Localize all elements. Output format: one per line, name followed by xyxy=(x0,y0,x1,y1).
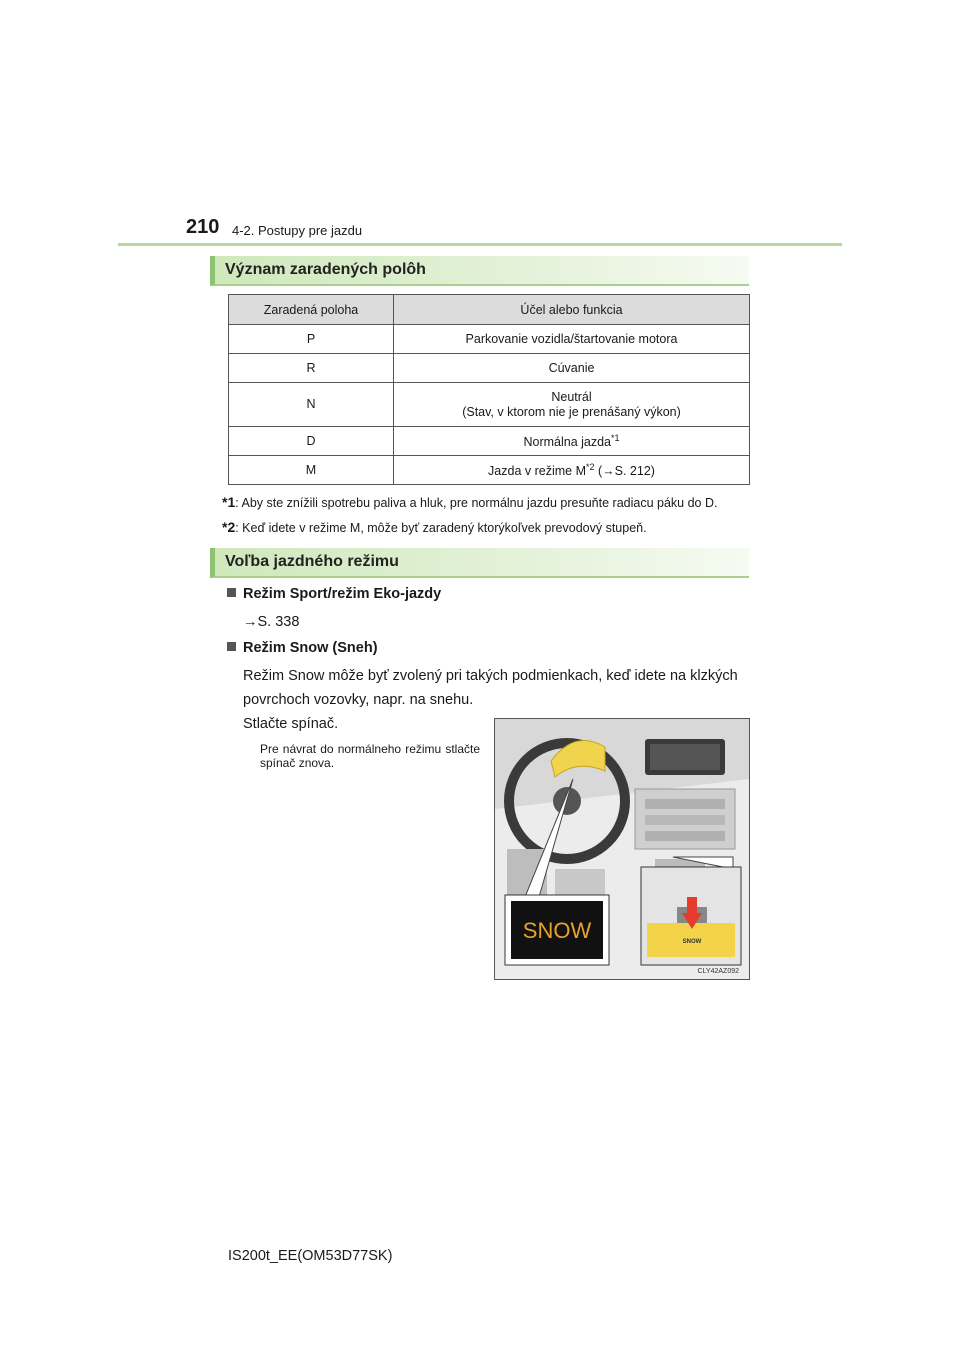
snow-button-label: SNOW xyxy=(682,939,702,945)
square-bullet-icon xyxy=(227,642,236,651)
section-header-driving-mode xyxy=(210,548,749,578)
footnote-2 xyxy=(222,519,647,535)
instruction-text: Stlačte spínač. xyxy=(243,716,339,732)
footnote-mark: *2 xyxy=(586,461,595,472)
function-cell xyxy=(394,456,750,485)
cockpit-illustration xyxy=(495,719,749,979)
function-line: (Stav, v ktorom nie je prenášaný výkon) xyxy=(462,404,681,419)
section-title: Význam zaradených polôh xyxy=(225,261,426,278)
footnote-mark: *1 xyxy=(222,494,236,510)
function-text: Normálna jazda xyxy=(523,435,612,450)
chapter-title: 4-2. Postupy pre jazdu xyxy=(232,223,363,238)
figure-code: CLY42AZ092 xyxy=(697,968,739,975)
subheading-sport-eco: Režim Sport/režim Eko-jazdy xyxy=(227,586,441,602)
function-text: Jazda v režime M xyxy=(488,464,586,479)
table-header-row xyxy=(229,295,750,325)
function-cell: Cúvanie xyxy=(394,354,750,383)
table-row xyxy=(229,325,750,354)
table-row xyxy=(229,427,750,456)
function-line: Neutrál xyxy=(551,389,592,404)
position-cell: N xyxy=(229,383,394,427)
position-cell: M xyxy=(229,456,394,485)
column-header-position: Zaradená poloha xyxy=(229,295,394,325)
snow-description: Režim Snow môže byť zvolený pri takých podmienkach, keď idete na klzkých povrchoch vozovky, napr. na snehu. xyxy=(243,668,738,708)
table-row xyxy=(229,456,750,485)
function-cell xyxy=(394,427,750,456)
page-reference-link[interactable]: (→S. 212) xyxy=(594,464,655,479)
square-bullet-icon xyxy=(227,588,236,597)
footnote-mark: *2 xyxy=(222,519,236,535)
page-number: 210 xyxy=(186,216,220,238)
footnote-text: : Keď idete v režime M, môže byť zaradený ktorýkoľvek prevodový stupeň. xyxy=(235,521,647,535)
snow-mode-illustration xyxy=(494,718,750,980)
section-title: Voľba jazdného režimu xyxy=(225,553,399,570)
header-rule xyxy=(118,243,842,246)
function-cell xyxy=(394,383,750,427)
section-header-gear-positions xyxy=(210,256,749,286)
instruction-note: Pre návrat do normálneho režimu stlačte spínač znova. xyxy=(260,742,480,770)
snow-display-text: SNOW xyxy=(522,918,592,943)
position-cell: D xyxy=(229,427,394,456)
footnote-1 xyxy=(222,494,717,510)
table-row xyxy=(229,383,750,427)
page-reference-link[interactable]: →S. 338 xyxy=(243,614,300,630)
column-header-function: Účel alebo funkcia xyxy=(394,295,750,325)
footnote-mark: *1 xyxy=(611,432,620,443)
subheading-snow: Režim Snow (Sneh) xyxy=(227,640,378,656)
model-code-footer: IS200t_EE(OM53D77SK) xyxy=(228,1248,393,1264)
position-cell: R xyxy=(229,354,394,383)
table-row xyxy=(229,354,750,383)
gear-positions-table xyxy=(228,294,750,485)
function-cell: Parkovanie vozidla/štartovanie motora xyxy=(394,325,750,354)
position-cell: P xyxy=(229,325,394,354)
footnote-text: : Aby ste znížili spotrebu paliva a hluk, pre normálnu jazdu presuňte radiacu páku do D. xyxy=(235,496,718,510)
